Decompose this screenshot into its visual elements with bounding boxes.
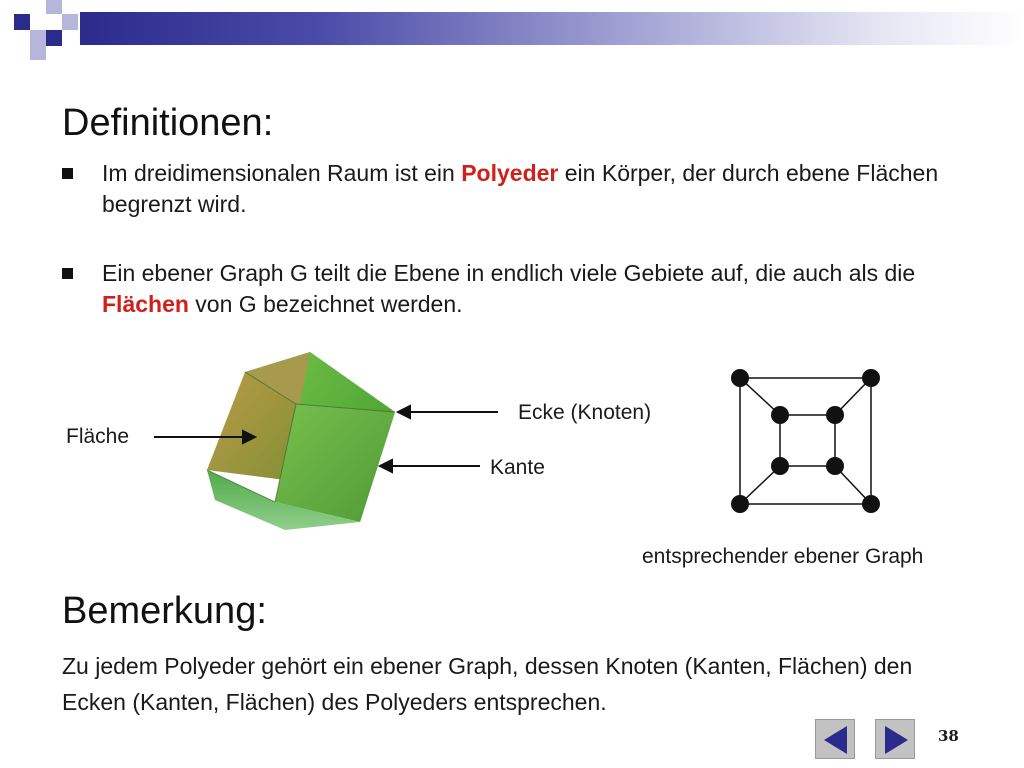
graph-vertex [731,495,749,513]
header-square [30,30,46,46]
label-vertex: Ecke (Knoten) [518,401,652,424]
header-square [46,30,62,46]
cube-face-front [275,404,395,522]
page-number: 38 [938,727,959,745]
cube-face-left [207,352,310,480]
header-square [46,0,62,14]
header-square [30,46,46,60]
next-slide-button[interactable] [875,719,915,759]
heading-remark: Bemerkung: [62,590,267,632]
bullet-list [62,158,962,358]
header-gradient-bar [80,12,1024,45]
previous-slide-button[interactable] [815,719,855,759]
bullet-text: Ein ebener Graph G teilt die Ebene in endlich viele Gebiete auf, die auch als die Flächen von G bezeichnet werden. [102,260,916,317]
graph-caption: entsprechender ebener Graph [642,545,924,568]
graph-vertex [862,369,880,387]
bullet-item [62,258,962,320]
graph-vertex [826,457,844,475]
triangle-left-icon [816,720,856,760]
graph-vertex [771,457,789,475]
graph-vertex [826,406,844,424]
bullet-text: Im dreidimensionalen Raum ist ein Polyeder ein Körper, der durch ebene Flächen begrenzt wird. [102,160,939,217]
square-bullet-icon [62,268,73,279]
heading-definitions: Definitionen: [62,102,274,144]
graph-vertex [731,369,749,387]
header-square [62,14,78,30]
header-square [14,14,30,30]
square-bullet-icon [62,168,73,179]
remark-text: Zu jedem Polyeder gehört ein ebener Graph, dessen Knoten (Kanten, Flächen) den Ecken (Kanten, Flächen) des Polyeders entsprechen. [62,653,913,715]
term-polyeder: Polyeder [461,160,559,186]
cube-face-right [285,352,395,522]
term-flaechen: Flächen [102,291,189,317]
graph-edges [740,378,871,504]
cube-face-top [245,352,395,412]
graph-vertices [731,369,880,513]
cube-face-bottom [207,470,360,530]
annotation-arrows [154,406,498,472]
graph-vertex [862,495,880,513]
label-edge: Kante [490,456,545,479]
cube-edges [207,372,395,502]
bullet-item [62,158,962,220]
triangle-right-icon [876,720,916,760]
graph-vertex [771,406,789,424]
label-face: Fläche [66,425,130,448]
